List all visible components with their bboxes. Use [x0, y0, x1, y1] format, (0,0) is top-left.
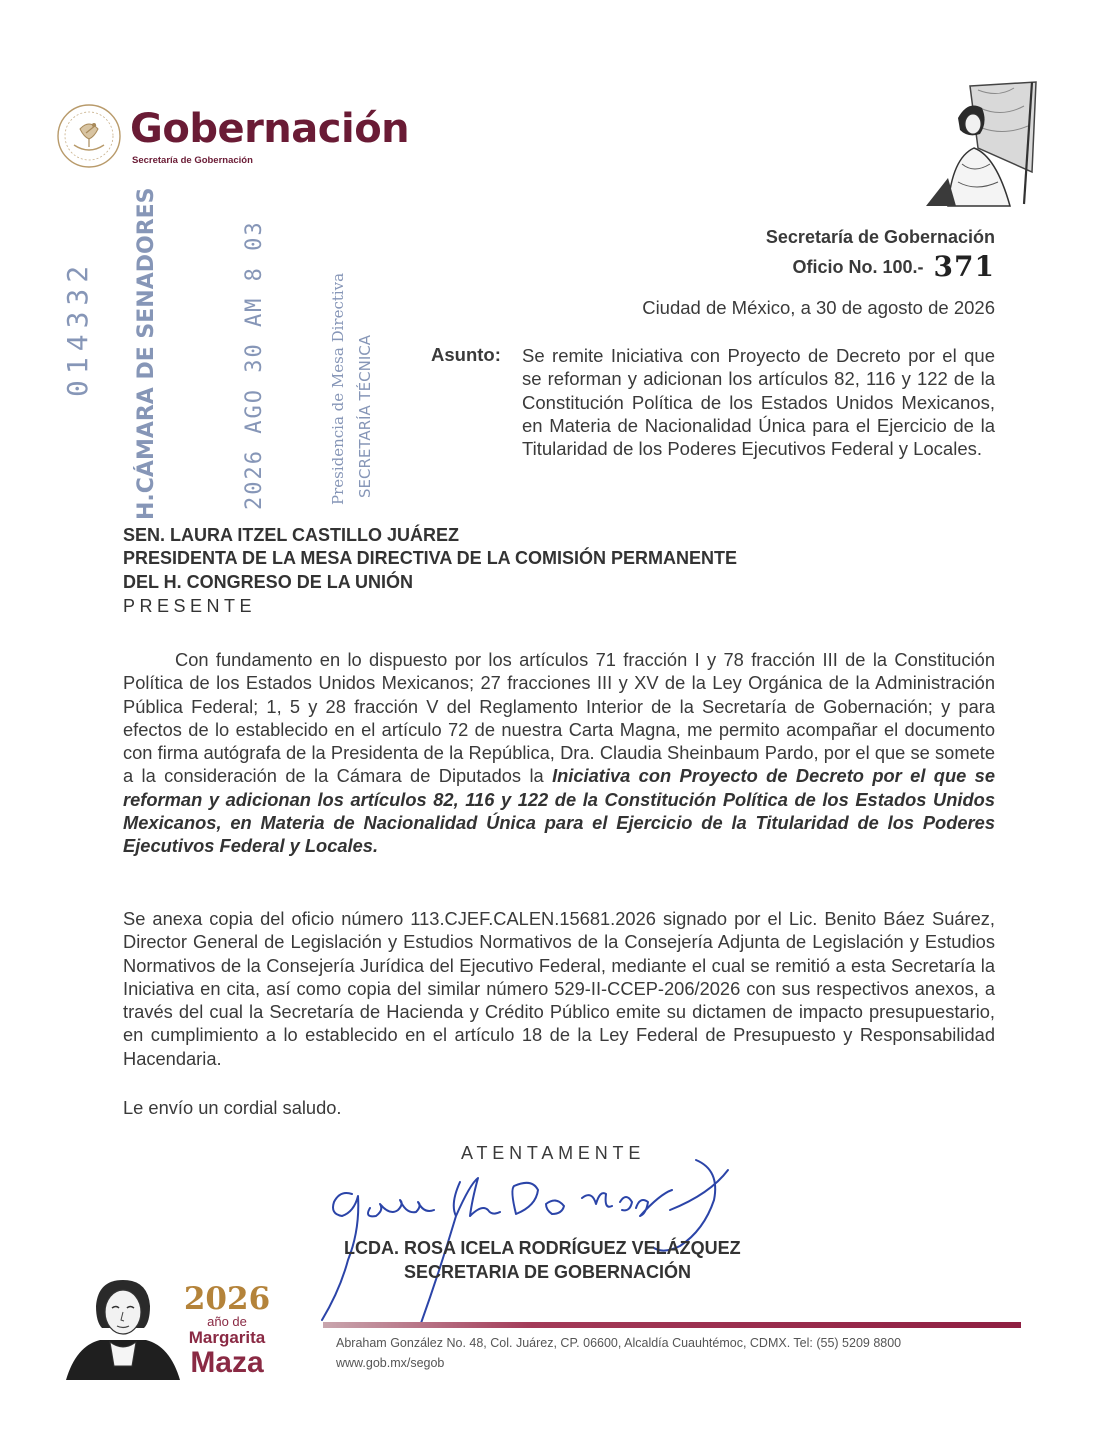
- oficio-number: 371: [933, 250, 995, 283]
- woman-with-flag-illustration-icon: [918, 78, 1040, 208]
- subject-text: Se remite Iniciativa con Proyecto de Decreto por el que se reforman y adicionan los artículos 82, 116 y 122 de la Constitución Política de los Estados Unidos Mexicanos, en Materia de Nacionalidad Única para el Ejercicio de la Titularidad de los Poderes Ejecutivos Federal y Locales.: [522, 345, 995, 460]
- stamp-office-line2: SECRETARÍA TÉCNICA: [356, 334, 374, 498]
- margarita-maza-portrait-icon: [66, 1276, 180, 1380]
- year-name-last: Maza: [190, 1346, 264, 1379]
- body-paragraph-2: Se anexa copia del oficio número 113.CJEF.CALEN.15681.2026 signado por el Lic. Benito Báez Suárez, Director General de Legislación y Estudios Normativos de la Consejería Adjunta de Legislación y Estudios Normativos de la Consejería Jurídica del Ejecutivo Federal, mediante el cual se remitió a esta Secretaría la Iniciativa en cita, así como copia del similar número 529-II-CCEP-206/2026 con sus respectivos anexos, a través del cual la Secretaría de Hacienda y Crédito Público emite su dictamen de impacto presupuestario, en cumplimiento a lo establecido en el artículo 18 de la Ley Federal de Presupuesto y Responsabilidad Hacendaria.: [123, 908, 995, 1069]
- body-paragraph-1-text: Con fundamento en lo dispuesto por los artículos 71 fracción I y 78 fracción III de la Constitución Política de los Estados Unidos Mexicanos; 27 fracciones III y XV de la Ley Orgánica de la Administración Pública Federal; 1, 5 y 28 fracción V del Reglamento Interior de la Secretaría de Gobernación; y para efectos de lo establecido en el artículo 72 de nuestra Carta Magna, me permito acompañar el documento con firma autógrafa de la Presidenta de la República, Dra. Claudia Sheinbaum Pardo, por el que se somete a la consideración de la Cámara de Diputados la: [123, 649, 995, 787]
- place-date: Ciudad de México, a 30 de agosto de 2026: [642, 297, 995, 318]
- year-number: 2026: [183, 1281, 271, 1317]
- gobernacion-logo: [56, 103, 436, 173]
- mexico-seal-icon: [56, 103, 122, 169]
- subject-label: Asunto:: [431, 344, 501, 365]
- signer-name: LCDA. ROSA ICELA RODRÍGUEZ VELÁZQUEZ: [344, 1238, 741, 1258]
- year-ano: año de: [207, 1314, 247, 1329]
- body-paragraph-1: [123, 648, 995, 858]
- addressee-name: SEN. LAURA ITZEL CASTILLO JUÁREZ: [123, 525, 460, 545]
- issuer-line: Secretaría de Gobernación: [765, 227, 995, 247]
- gobernacion-title: Gobernación: [130, 106, 410, 152]
- addressee-position: PRESIDENTA DE LA MESA DIRECTIVA DE LA COMISIÓN PERMANENTE: [123, 548, 738, 568]
- oficio-line: [793, 250, 995, 283]
- addressee-institution: DEL H. CONGRESO DE LA UNIÓN: [123, 572, 414, 592]
- oficio-prefix: Oficio No. 100.-: [792, 257, 924, 277]
- body-paragraph-1-emphasis: Iniciativa con Proyecto de Decreto por el que se reforman y adicionan los artículos 82, 116 y 122 de la Constitución Política de los Estados Unidos Mexicanos, en Materia de Nacionalidad Única para el Ejercicio de la Titularidad de los Poderes Ejecutivos Federal y Locales.: [123, 765, 995, 857]
- addressee-presente: PRESENTE: [123, 596, 257, 616]
- footer-website-link[interactable]: www.gob.mx/segob: [336, 1356, 445, 1370]
- stamp-folio: 014332: [61, 259, 94, 397]
- footer-address: Abraham González No. 48, Col. Juárez, CP. 06600, Alcaldía Cuauhtémoc, CDMX. Tel: (55) 5209 8800: [336, 1336, 902, 1350]
- footer-rule: [323, 1322, 1021, 1328]
- gobernacion-subtitle: Secretaría de Gobernación: [132, 155, 253, 166]
- closing-atentamente: ATENTAMENTE: [461, 1143, 646, 1163]
- greeting: Le envío un cordial saludo.: [123, 1097, 342, 1118]
- signer-title: SECRETARIA DE GOBERNACIÓN: [404, 1262, 692, 1282]
- stamp-datetime: 2026 AGO 30 AM 8 03: [242, 220, 267, 510]
- year-name-first: Margarita: [188, 1328, 266, 1347]
- stamp-chamber: H.CÁMARA DE SENADORES: [134, 187, 159, 520]
- stamp-office-line1: Presidencia de Mesa Directiva: [329, 272, 347, 505]
- year-dedication: [182, 1283, 272, 1379]
